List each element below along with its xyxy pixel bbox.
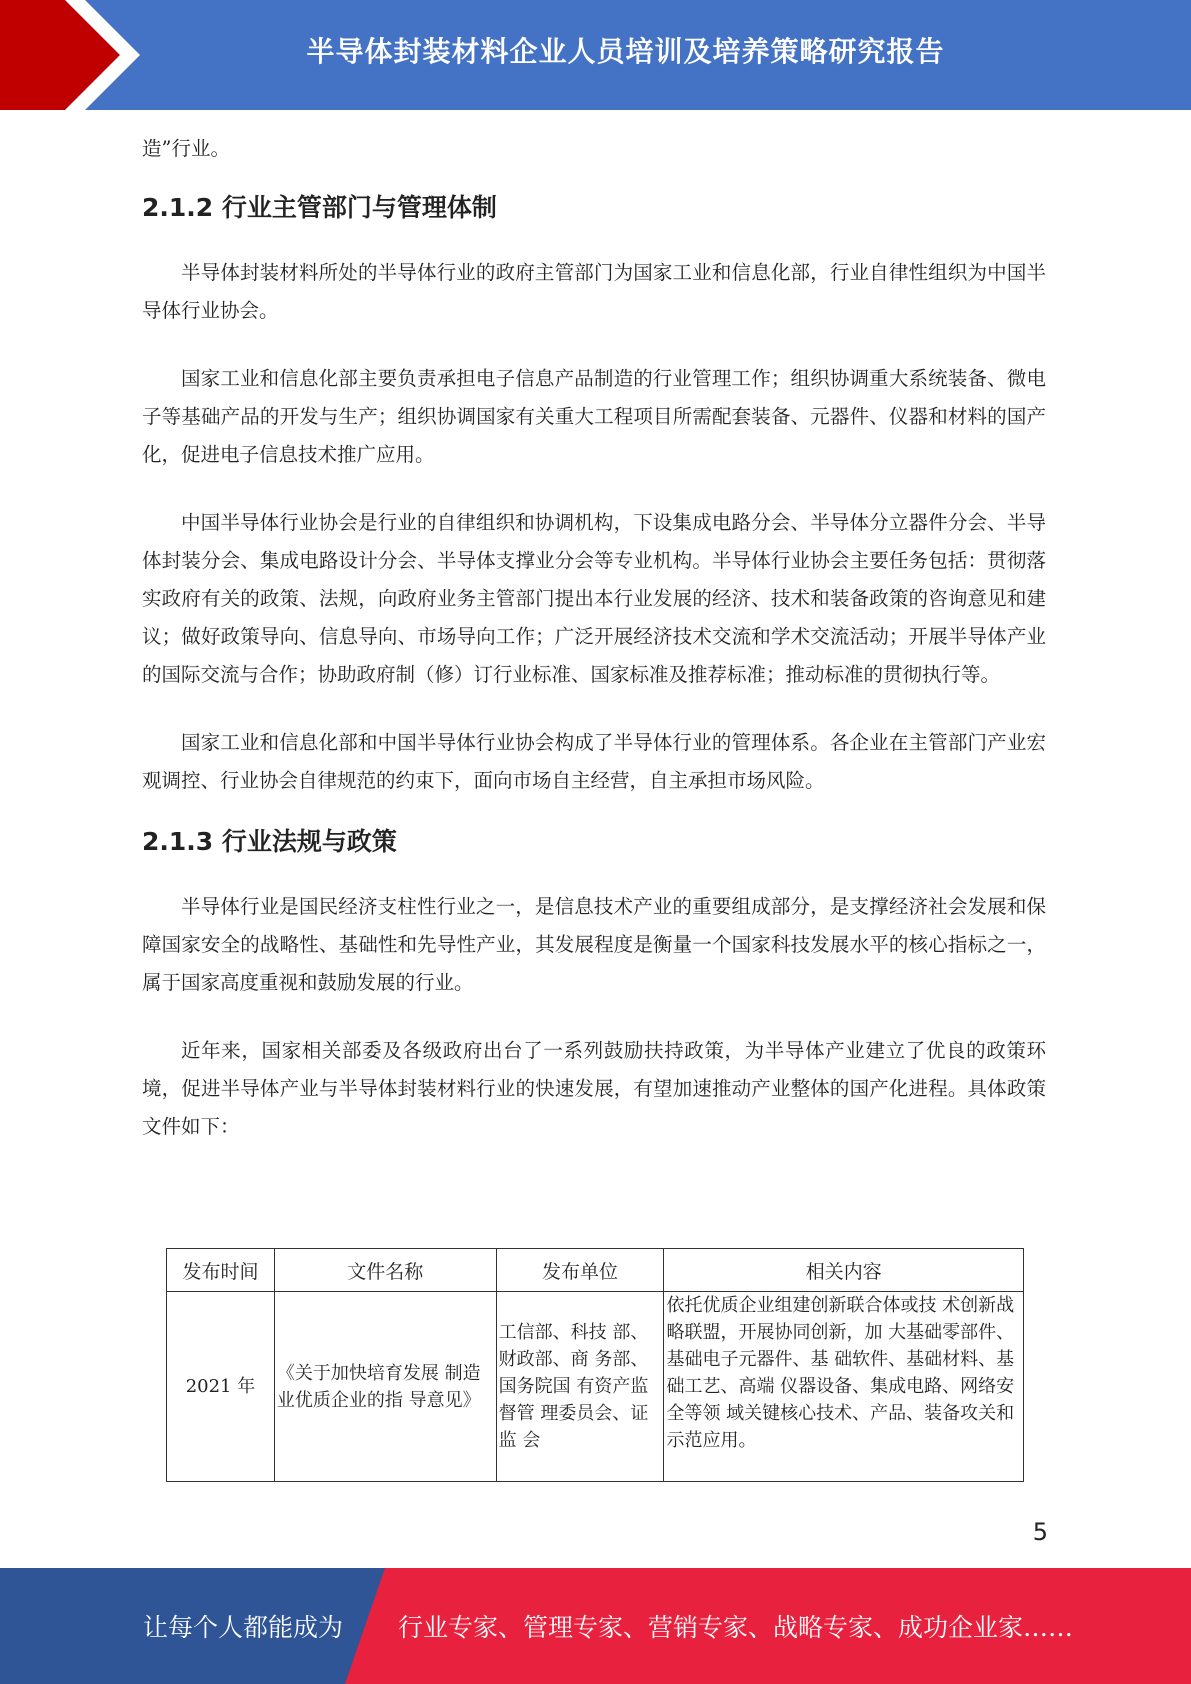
page-number: 5 <box>1032 1518 1048 1546</box>
header-chevron-decoration <box>0 0 150 110</box>
table-row <box>167 1292 1024 1482</box>
section-heading-2-1-3: 2.1.3 行业法规与政策 <box>142 827 397 856</box>
paragraph: 国家工业和信息化部主要负责承担电子信息产品制造的行业管理工作；组织协调重大系统装备、微电子等基础产品的开发与生产；组织协调国家有关重大工程项目所需配套装备、元器件、仪器和材料的国产化，促进电子信息技术推广应用。 <box>142 367 1046 466</box>
table-header-row <box>167 1249 1024 1292</box>
paragraph: 中国半导体行业协会是行业的自律组织和协调机构，下设集成电路分会、半导体分立器件分会、半导体封装分会、集成电路设计分会、半导体支撑业分会等专业机构。半导体行业协会主要任务包括：贯彻落实政府有关的政策、法规，向政府业务主管部门提出本行业发展的经济、技术和装备政策的咨询意见和建议；做好政策导向、信息导向、市场导向工作；广泛开展经济技术交流和学术交流活动；开展半导体产业的国际交流与合作；协助政府制（修）订行业标准、国家标准及推荐标准；推动标准的贯彻执行等。 <box>142 511 1046 686</box>
cell-date: 2021 年 <box>167 1292 275 1482</box>
paragraph: 国家工业和信息化部和中国半导体行业协会构成了半导体行业的管理体系。各企业在主管部门产业宏观调控、行业协会自律规范的约束下，面向市场自主经营，自主承担市场风险。 <box>142 731 1046 792</box>
lead-fragment: 造”行业。 <box>142 137 230 160</box>
paragraph: 半导体封装材料所处的半导体行业的政府主管部门为国家工业和信息化部，行业自律性组织为中国半导体行业协会。 <box>142 261 1046 322</box>
page-header <box>0 0 1191 110</box>
cell-name: 《关于加快培育发展 制造业优质企业的指 导意见》 <box>274 1292 496 1482</box>
footer-slogan-left: 让每个人都能成为 <box>143 1613 344 1642</box>
column-header-name: 文件名称 <box>274 1249 496 1292</box>
paragraph: 近年来，国家相关部委及各级政府出台了一系列鼓励扶持政策，为半导体产业建立了优良的政策环境，促进半导体产业与半导体封装材料行业的快速发展，有望加速推动产业整体的国产化进程。具体政策文件如下： <box>142 1039 1046 1138</box>
section-heading-2-1-2: 2.1.2 行业主管部门与管理体制 <box>142 193 497 222</box>
paragraph: 半导体行业是国民经济支柱性行业之一，是信息技术产业的重要组成部分，是支撑经济社会发展和保障国家安全的战略性、基础性和先导性产业，其发展程度是衡量一个国家科技发展水平的核心指标之一，属于国家高度重视和鼓励发展的行业。 <box>142 895 1046 994</box>
page-content <box>142 130 1046 1146</box>
column-header-issuer: 发布单位 <box>496 1249 664 1292</box>
cell-content: 依托优质企业组建创新联合体或技 术创新战略联盟，开展协同创新，加 大基础零部件、基础电子元器件、基 础软件、基础材料、基础工艺、高端 仪器设备、集成电路、网络安全等领 域关键核心技术、产品、装备攻关和 示范应用。 <box>664 1292 1024 1482</box>
table-continuation-mask <box>160 1483 1030 1489</box>
page-footer <box>0 1568 1191 1684</box>
footer-slogan-right: 行业专家、管理专家、营销专家、战略专家、成功企业家…… <box>398 1613 1074 1642</box>
column-header-date: 发布时间 <box>167 1249 275 1292</box>
cell-issuer: 工信部、科技 部、财政部、商 务部、国务院国 有资产监督管 理委员会、证监 会 <box>496 1292 664 1482</box>
column-header-content: 相关内容 <box>664 1249 1024 1292</box>
report-title: 半导体封装材料企业人员培训及培养策略研究报告 <box>306 35 945 68</box>
policy-table <box>166 1248 1024 1482</box>
